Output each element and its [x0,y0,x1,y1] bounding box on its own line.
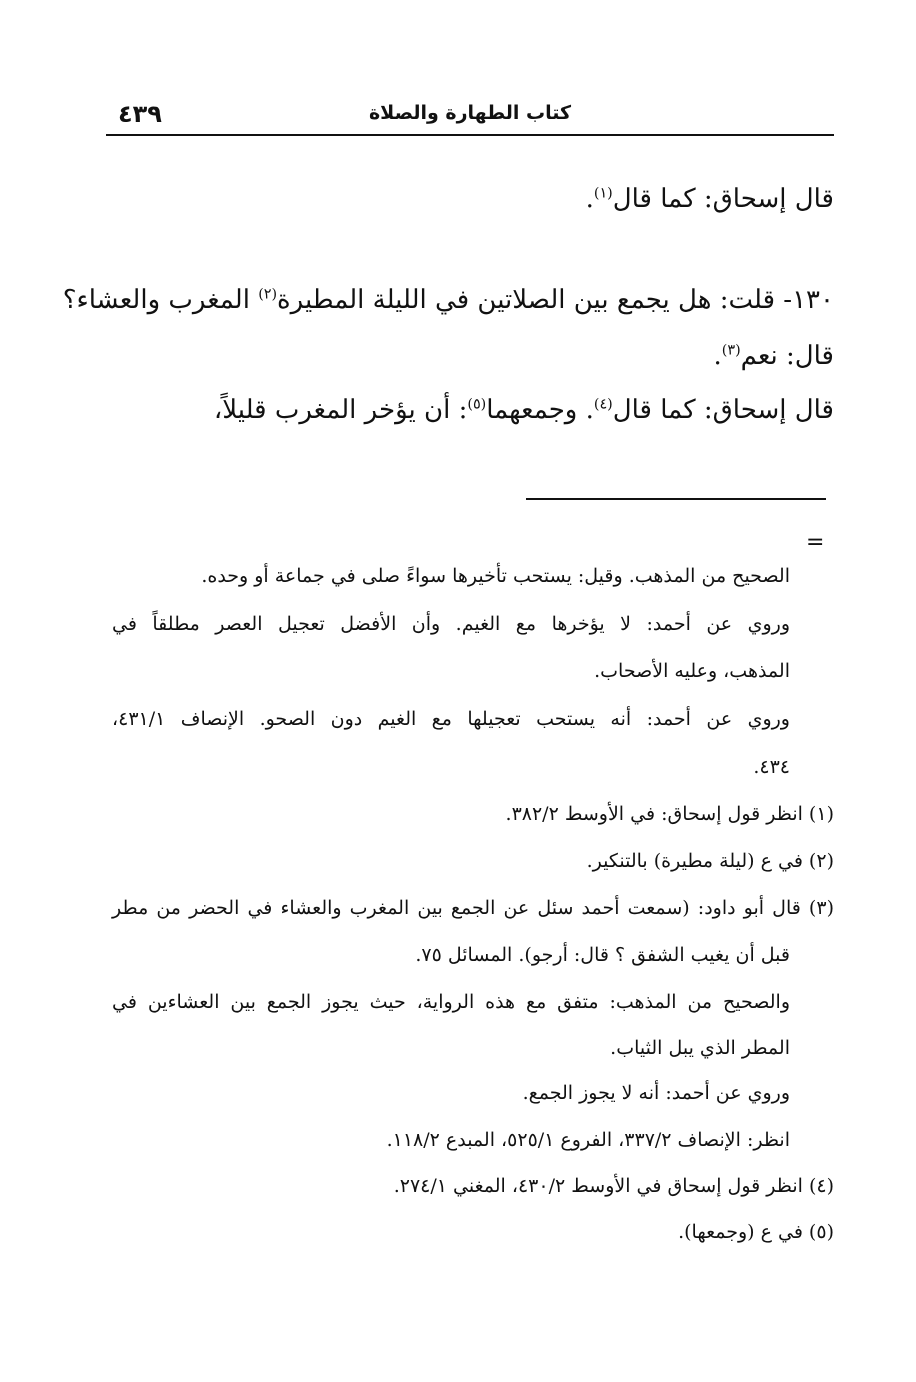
footnote-2: (٢) في ع (ليلة مطيرة) بالتنكير. [586,850,834,872]
footnote-line: وروي عن أحمد: لا يؤخرها مع الغيم. وأن الأفضل تعجيل العصر مطلقاً في [112,613,790,635]
main-line-2: ١٣٠- قلت: هل يجمع بين الصلاتين في الليلة المطيرة$^{(٢)}$ المغرب والعشاء؟ [62,285,834,315]
main-line-4: قال إسحاق: كما قال$^{(٤)}$. وجمعهما$^{(٥)}$: أن يؤخر المغرب قليلاً، [213,395,834,425]
footnote-line: قبل أن يغيب الشفق ؟ قال: أرجو). المسائل ٧٥. [415,944,790,966]
footnote-line: والصحيح من المذهب: متفق مع هذه الرواية، حيث يجوز الجمع بين العشاءين في [112,991,790,1013]
footnote-line: ٤٣٤. [753,756,790,778]
main-line-1: قال إسحاق: كما قال$^{(١)}$. [585,184,834,214]
continuation-mark: = [806,530,825,555]
main-line-3: قال: نعم$^{(٣)}$. [713,341,834,371]
footnote-line: المطر الذي يبل الثياب. [610,1037,790,1059]
footnote-5: (٥) في ع (وجمعها). [678,1221,834,1243]
page-header [106,94,834,136]
footnote-line: وروي عن أحمد: أنه يستحب تعجيلها مع الغيم دون الصحو. الإنصاف ٤٣١/١، [112,708,790,730]
book-title: كتاب الطهارة والصلاة [368,102,572,124]
footnote-3: (٣) قال أبو داود: (سمعت أحمد سئل عن الجمع بين المغرب والعشاء في الحضر من مطر [112,897,834,919]
footnote-line: المذهب، وعليه الأصحاب. [594,660,790,682]
footnote-1: (١) انظر قول إسحاق: في الأوسط ٣٨٢/٢. [505,803,834,825]
page-number: ٤٣٩ [118,100,162,128]
footnote-line: الصحيح من المذهب. وقيل: يستحب تأخيرها سواءً صلى في جماعة أو وحده. [201,565,790,587]
footnote-line: انظر: الإنصاف ٣٣٧/٢، الفروع ٥٢٥/١، المبدع ١١٨/٢. [386,1129,790,1151]
footnote-separator [526,498,826,500]
footnote-4: (٤) انظر قول إسحاق في الأوسط ٤٣٠/٢، المغني ٢٧٤/١. [393,1175,834,1197]
footnote-line: وروي عن أحمد: أنه لا يجوز الجمع. [522,1082,790,1104]
